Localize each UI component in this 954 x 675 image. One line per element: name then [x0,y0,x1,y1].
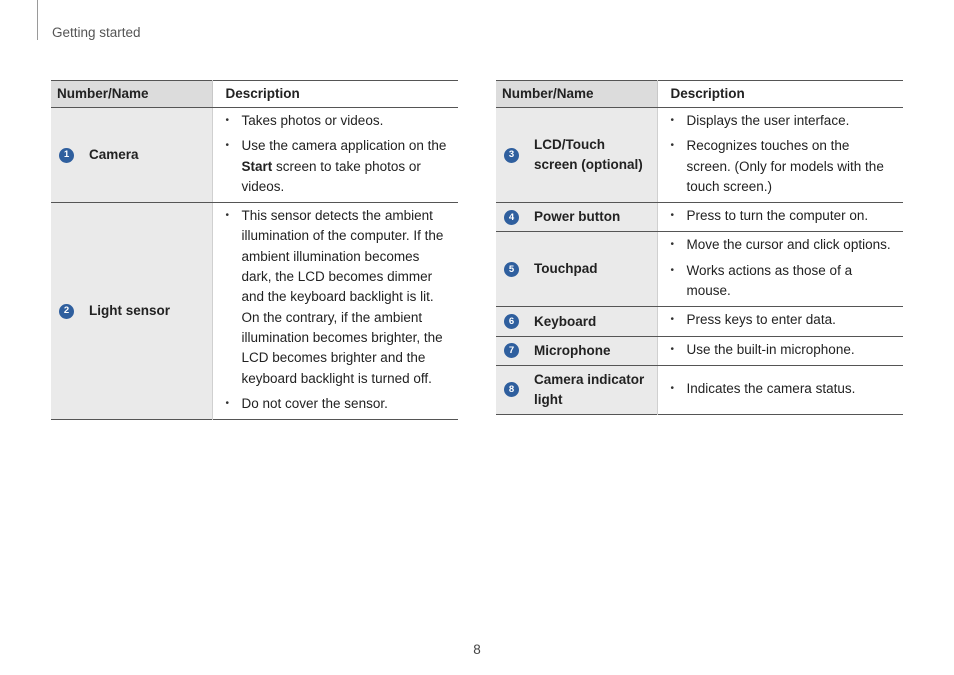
description-bullet: • Recognizes touches on the screen. (Only for models with the touch screen.) [671,136,898,197]
description-bullet: • Do not cover the sensor. [226,394,453,414]
description-bullet: • Use the built-in microphone. [671,340,898,360]
component-name-cell [496,232,657,307]
table-row [496,307,903,336]
description-bullet: • Press to turn the computer on. [671,206,898,226]
component-description-cell [212,108,458,203]
component-name: Keyboard [534,313,597,329]
number-badge-icon: 6 [504,314,519,329]
component-name-cell [51,203,212,420]
number-badge-icon: 2 [59,304,74,319]
table-row [496,232,903,307]
table-row [51,108,458,203]
description-bullet: • Use the camera application on the Start screen to take photos or videos. [226,136,453,197]
component-description-cell [657,336,903,365]
component-name: LCD/Touch screen (optional) [534,137,643,173]
component-name-cell [496,203,657,232]
component-name-cell [496,307,657,336]
table-row [496,108,903,203]
table-row [51,203,458,420]
column-header-name: Number/Name [496,81,657,108]
component-name: Touchpad [534,261,598,277]
column-header-description: Description [657,81,903,108]
component-name: Camera [89,147,139,163]
table-row [496,365,903,414]
start-screen-term: Start [241,158,273,174]
component-description-cell [657,108,903,203]
column-header-description: Description [212,81,458,108]
component-name: Camera indicator light [534,371,645,407]
component-name: Microphone [534,342,611,358]
description-bullet: • Indicates the camera status. [671,379,898,399]
table-header-row [496,81,903,108]
component-description-cell [657,365,903,414]
component-name-cell [496,108,657,203]
number-badge-icon: 1 [59,148,74,163]
component-name-cell [496,365,657,414]
component-table-left [51,80,458,420]
number-badge-icon: 4 [504,210,519,225]
number-badge-icon: 3 [504,148,519,163]
section-label: Getting started [52,25,141,40]
table-row [496,203,903,232]
description-bullet: • Works actions as those of a mouse. [671,261,898,302]
number-badge-icon: 5 [504,262,519,277]
description-bullet: • This sensor detects the ambient illumination of the computer. If the ambient illumination becomes dark, the LCD becomes dimmer and the keyboard backlight is lit. On the contrary, if the ambient illumination becomes brighter, the LCD becomes brighter and the keyboard backlight is turned off. [226,206,453,389]
number-badge-icon: 7 [504,343,519,358]
description-bullet: • Move the cursor and click options. [671,235,898,255]
component-description-cell [212,203,458,420]
component-name: Light sensor [89,303,171,319]
description-bullet: • Press keys to enter data. [671,310,898,330]
number-badge-icon: 8 [504,382,519,397]
page-number: 8 [473,642,481,657]
description-bullet: • Displays the user interface. [671,111,898,131]
table-header-row [51,81,458,108]
description-bullet: • Takes photos or videos. [226,111,453,131]
header-rule [37,0,38,40]
component-description-cell [657,203,903,232]
column-header-name: Number/Name [51,81,212,108]
component-name: Power button [534,209,621,225]
component-table-right [496,80,903,415]
component-description-cell [657,232,903,307]
component-name-cell [496,336,657,365]
table-row [496,336,903,365]
component-description-cell [657,307,903,336]
component-name-cell [51,108,212,203]
